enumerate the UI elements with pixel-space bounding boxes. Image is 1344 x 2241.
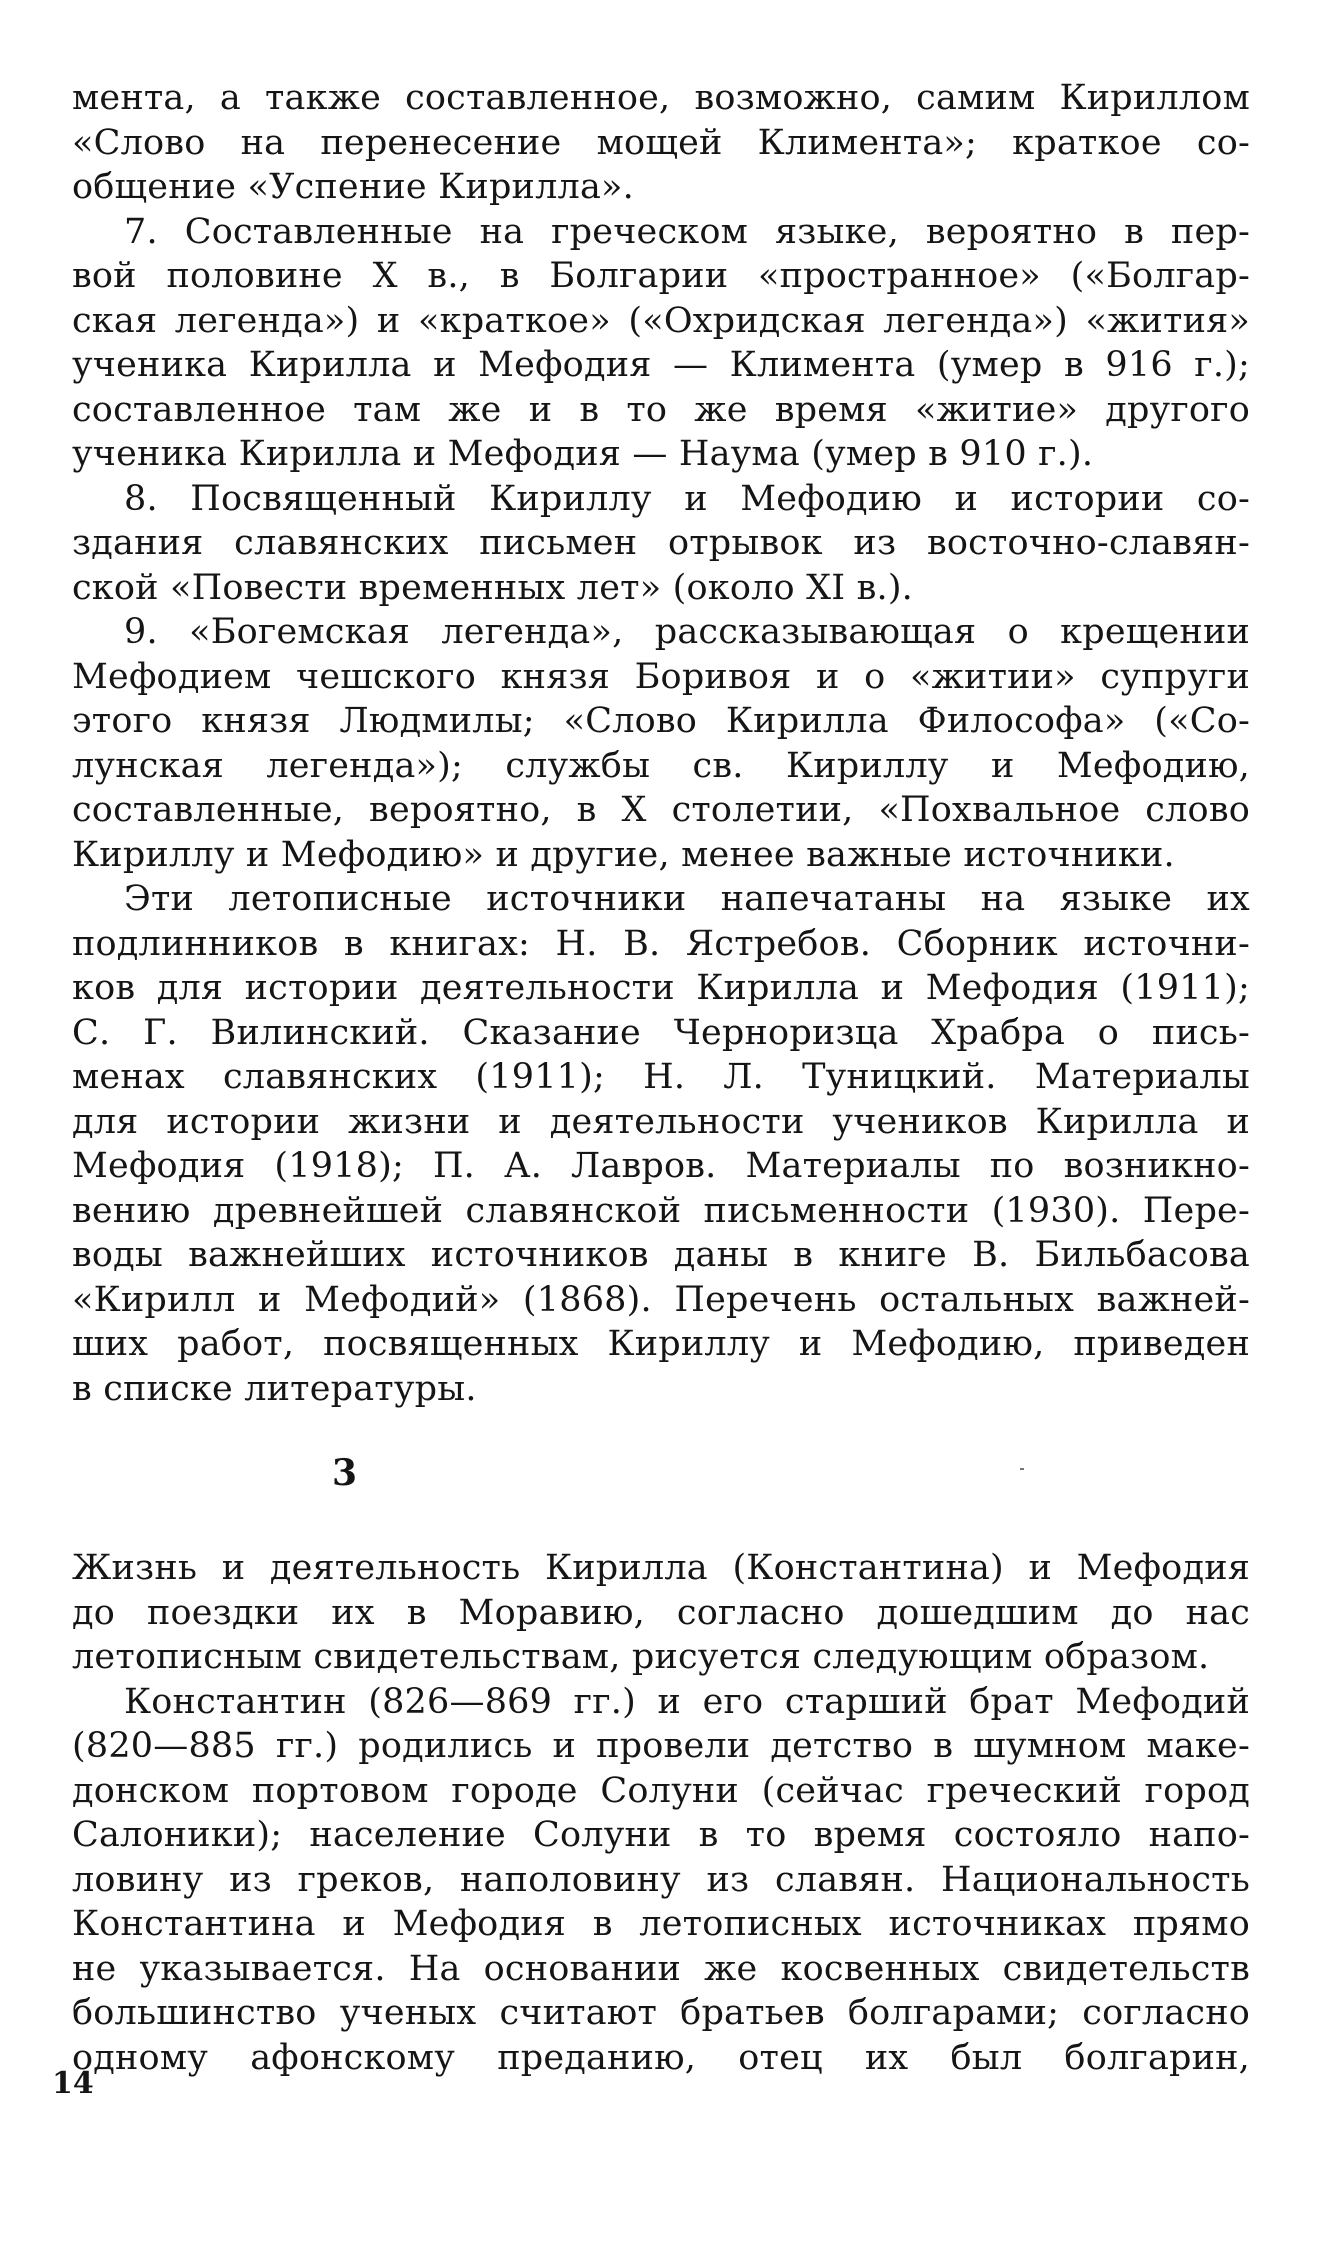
text-line: составленное там же и в то же время «житие» другого — [72, 389, 1250, 430]
text-line: в списке литературы. — [72, 1368, 477, 1409]
text-line: Константин (826—869 гг.) и его старший брат Мефодий — [124, 1681, 1250, 1722]
text-line: Салоники); население Солуни в то время состояло напо- — [72, 1815, 1250, 1855]
text-line: подлинников в книгах: Н. В. Ястребов. Сборник источни- — [72, 923, 1250, 964]
text-line: большинство ученых считают братьев болгарами; согласно — [72, 1993, 1250, 2033]
text-line: вению древнейшей славянской письменности (1930). Пере- — [72, 1190, 1250, 1231]
text-line: здания славянских письмен отрывок из восточно-славян- — [72, 523, 1250, 563]
text-line: вой половине X в., в Болгарии «пространное» («Болгар- — [72, 256, 1250, 296]
text-line: Кириллу и Мефодию» и другие, менее важные источники. — [72, 834, 1175, 875]
text-line: не указывается. На основании же косвенных свидетельств — [72, 1948, 1250, 1989]
text-line: «Кирилл и Мефодий» (1868). Перечень остальных важней- — [72, 1279, 1250, 1320]
text-line: 9. «Богемская легенда», рассказывающая о крещении — [124, 612, 1250, 652]
text-line: ловину из греков, наполовину из славян. Национальность — [72, 1859, 1250, 1900]
text-block-bottom — [72, 1546, 1250, 2080]
text-line: одному афонскому преданию, отец их был болгарин, — [72, 2037, 1250, 2078]
text-line: для истории жизни и деятельности учеников Кирилла и — [72, 1101, 1250, 1142]
text-line: этого князя Людмилы; «Слово Кирилла Философа» («Со- — [72, 701, 1250, 741]
text-line: воды важнейших источников даны в книге В. Бильбасова — [72, 1235, 1250, 1275]
text-line: лунская легенда»); службы св. Кириллу и Мефодию, — [72, 745, 1250, 786]
text-line: ших работ, посвященных Кириллу и Мефодию, приведен — [72, 1324, 1250, 1364]
text-line: «Слово на перенесение мощей Климента»; краткое со- — [72, 122, 1250, 163]
text-line: Жизнь и деятельность Кирилла (Константина) и Мефодия — [72, 1548, 1250, 1588]
text-line: менах славянских (1911); Н. Л. Туницкий. Материалы — [72, 1057, 1250, 1097]
text-line: общение «Успение Кирилла». — [72, 167, 634, 207]
text-line: С. Г. Вилинский. Сказание Черноризца Храбра о пись- — [72, 1012, 1250, 1053]
text-line: мента, а также составленное, возможно, самим Кириллом — [72, 78, 1250, 118]
text-line: Константина и Мефодия в летописных источниках прямо — [72, 1904, 1250, 1944]
text-line: ученика Кирилла и Мефодия — Наума (умер в 910 г.). — [72, 434, 1094, 474]
text-line: ученика Кирилла и Мефодия — Климента (умер в 916 г.); — [72, 345, 1250, 385]
text-line: до поездки их в Моравию, согласно дошедшим до нас — [72, 1592, 1250, 1633]
text-line: 8. Посвященный Кириллу и Мефодию и истории со- — [124, 478, 1250, 519]
print-speck — [1020, 1468, 1024, 1470]
section-number: 3 — [332, 1452, 358, 1494]
text-line: ская легенда») и «краткое» («Охридская легенда») «жития» — [72, 300, 1250, 341]
text-line: Мефодием чешского князя Боривоя и о «житии» супруги — [72, 656, 1250, 697]
text-line: Мефодия (1918); П. А. Лавров. Материалы по возникно- — [72, 1146, 1250, 1186]
text-line: летописным свидетельствам, рисуется следующим образом. — [72, 1637, 1210, 1677]
text-block-top — [72, 76, 1250, 1411]
text-line: (820—885 гг.) родились и провели детство в шумном маке- — [72, 1726, 1250, 1766]
text-line: донском портовом городе Солуни (сейчас греческий город — [72, 1770, 1250, 1811]
page-number: 14 — [52, 2066, 94, 2101]
text-line: ков для истории деятельности Кирилла и Мефодия (1911); — [72, 968, 1250, 1008]
text-line: ской «Повести временных лет» (около XI в.). — [72, 567, 914, 608]
text-line: составленные, вероятно, в X столетии, «Похвальное слово — [72, 790, 1250, 830]
text-line: 7. Составленные на греческом языке, вероятно в пер- — [124, 211, 1250, 252]
text-line: Эти летописные источники напечатаны на языке их — [124, 879, 1250, 919]
